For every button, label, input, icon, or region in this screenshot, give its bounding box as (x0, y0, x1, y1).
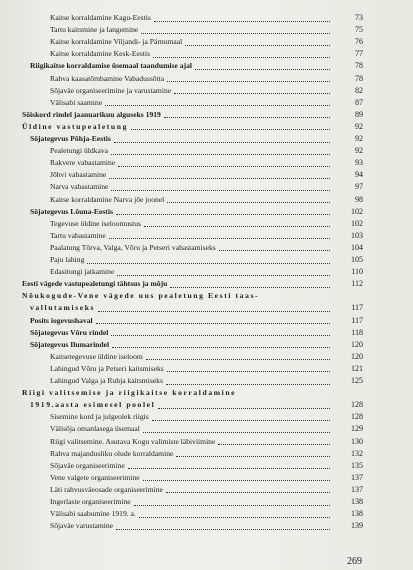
toc-entry (0, 412, 413, 422)
toc-entry-page: 117 (351, 315, 363, 325)
dot-leader (111, 335, 330, 336)
toc-entry (0, 340, 413, 350)
toc-entry-title: Kaitse korraldamine Kesk-Eestis (50, 49, 150, 59)
toc-entry-page: 94 (355, 170, 363, 180)
toc-entry (0, 243, 413, 253)
toc-entry-title: Lahingud Võru ja Petseri kaitsmiseks (50, 363, 164, 373)
toc-entry (0, 509, 413, 519)
toc-entry (0, 37, 413, 47)
dot-leader (174, 93, 330, 94)
dot-leader (109, 238, 330, 239)
toc-entry-title: Sisemine kord ja julgeolek riigis (50, 412, 149, 422)
toc-entry-page: 137 (351, 472, 363, 482)
toc-entry-title: Narva vabastamine (50, 182, 109, 192)
toc-entry-page: 97 (355, 182, 363, 192)
toc-entry-title: Sõiskord rindel jaanuarikuu alguseks 1919 (22, 109, 161, 119)
toc-entry (0, 485, 413, 495)
toc-entry-page: 135 (351, 460, 363, 470)
toc-entry-page: 92 (355, 134, 363, 143)
toc-entry-title: Kaitsetegevuse üldine iseloom (50, 351, 143, 361)
toc-entry-page: 87 (355, 97, 363, 107)
dot-leader (112, 347, 330, 348)
toc-entry-title: Sõjaväe varustamine (50, 521, 114, 531)
toc-entry-title: Lahingud Valga ja Ruhja kaitsmiseks (50, 376, 163, 385)
dot-leader (167, 202, 330, 203)
toc-entry-title: Riigi valitsemine. Asutava Kogu valimiste läbiviimine (50, 436, 216, 446)
toc-entry (0, 110, 413, 120)
page-number: 269 (347, 556, 362, 567)
toc-entry-page: 120 (351, 351, 363, 361)
toc-entry-title: Vene valgete organiseerimine (50, 472, 140, 482)
toc-entry-title: Rahva majandusliku olude korraldamine (50, 448, 174, 458)
toc-entry-title: Kaitse korraldamine Viljandi- ja Pärnumaal (50, 37, 183, 47)
toc-entry (0, 255, 413, 265)
toc-entry-page: 138 (351, 497, 363, 506)
toc-entry (0, 376, 413, 386)
toc-entry-page: 98 (355, 194, 363, 204)
toc-entry-page: 92 (355, 121, 363, 131)
toc-entry-title: Sõjaväe organiseerimine ja varustamine (50, 85, 172, 95)
dot-leader (128, 468, 330, 469)
dot-leader (117, 275, 330, 276)
toc-entry-title: Tegevuse üldine iseloomustus (50, 218, 142, 228)
dot-leader (176, 456, 330, 457)
toc-entry-title: Läti rahvusväeosade organiseerimine (50, 484, 163, 494)
toc-entry-page: 75 (355, 25, 363, 35)
toc-entry (0, 134, 413, 144)
toc-entry (0, 521, 413, 531)
dot-leader (158, 408, 330, 409)
toc-entry-title: Kaitse korraldamine Narva jõe joonel (50, 194, 165, 204)
toc-entry-page: 139 (351, 521, 363, 531)
toc-entry-title: Sõjategevus Lõuna-Eestis (30, 206, 113, 216)
dot-leader (219, 250, 330, 251)
toc-entry-page: 89 (355, 109, 363, 119)
dot-leader (144, 226, 330, 227)
toc-entry-title: Välisabi saamine (50, 97, 103, 107)
dot-leader (146, 359, 330, 360)
dot-leader (166, 384, 330, 385)
dot-leader (167, 371, 330, 372)
toc-entry-page: 121 (351, 363, 363, 373)
dot-leader (139, 517, 330, 518)
toc-entry-title: Välisabi saabumine 1919. a. (50, 509, 136, 519)
toc-entry (0, 61, 413, 71)
dot-leader (166, 492, 330, 493)
toc-entry-page: 112 (351, 279, 363, 289)
toc-entry (0, 497, 413, 507)
dot-leader (116, 529, 330, 530)
dot-leader (195, 69, 330, 70)
toc-entry-title: Paju lahing (50, 255, 85, 264)
dot-leader (111, 190, 330, 191)
dot-leader (218, 444, 330, 445)
toc-entry-title: Nõukogude-Vene vägede uus pealetung Eesti taas- (22, 291, 260, 301)
toc-entry (0, 25, 413, 35)
toc-entry-title: Pealetungi üldkava (50, 146, 108, 156)
toc-entry (0, 449, 413, 459)
toc-entry-title: Kaitse korraldamine Kagu-Eestis (50, 13, 151, 22)
toc-entry-title: vallutamiseks (30, 303, 96, 313)
toc-entry-title: Ingerlaste organiseerimine (50, 497, 131, 506)
dot-leader (167, 81, 330, 82)
toc-entry-page: 110 (351, 267, 363, 277)
toc-entry-page: 78 (355, 73, 363, 83)
toc-entry-title: Sõjategevus Ilumarindel (30, 339, 110, 349)
toc-entry-page: 73 (355, 13, 363, 22)
toc-entry-page: 102 (351, 218, 363, 228)
toc-entry-page: 129 (351, 424, 363, 434)
toc-entry-page: 130 (351, 436, 363, 446)
toc-entry (0, 364, 413, 374)
toc-entry-title: Jõhvi vabastamine (50, 170, 107, 180)
toc-entry-page: 76 (355, 37, 363, 47)
toc-entry-page: 128 (351, 412, 363, 422)
toc-entry (0, 74, 413, 84)
toc-entry-title: Välisõja omanlasega üsemaal (50, 424, 140, 434)
toc-entry-page: 128 (351, 400, 363, 410)
toc-entry (0, 267, 413, 277)
toc-entry (0, 303, 413, 313)
dot-leader (152, 420, 330, 421)
toc-entry (0, 49, 413, 59)
toc-entry (0, 231, 413, 241)
dot-leader (118, 166, 330, 167)
toc-entry (0, 328, 413, 338)
toc-entry (0, 279, 413, 289)
toc-entry-page: 117 (351, 303, 363, 313)
toc-entry-page: 132 (351, 448, 363, 458)
toc-entry-page: 118 (351, 327, 363, 337)
toc-entry-title: Paalatung Tõrva, Valga, Võru ja Petseri vabastamiseks (50, 242, 216, 252)
toc-entry (0, 437, 413, 447)
toc-entry (0, 146, 413, 156)
toc-entry (0, 424, 413, 434)
toc-entry-title: Eesti vägede vastupealetungi tähtsus ja mõju (22, 279, 168, 289)
dot-leader (143, 432, 330, 433)
toc-entry-page: 77 (355, 49, 363, 59)
dot-leader (143, 480, 330, 481)
toc-entry-page: 102 (351, 206, 363, 216)
toc-entry-page: 137 (351, 484, 363, 494)
toc-entry-title: Üldine vastupealetung (22, 121, 128, 131)
toc-entry (0, 219, 413, 229)
dot-leader (154, 21, 330, 22)
toc-entry (0, 13, 413, 23)
dot-leader (87, 263, 330, 264)
toc-entry (0, 352, 413, 362)
toc-entry-title: Rakvere vabastamine (50, 158, 116, 168)
toc-entry (0, 98, 413, 108)
toc-entry-page: 93 (355, 158, 363, 168)
toc-entry-title: Sõjategevus Võru rindel (30, 327, 109, 337)
toc-entry (0, 461, 413, 471)
dot-leader (105, 105, 330, 106)
toc-entry (0, 207, 413, 217)
dot-leader (134, 505, 330, 506)
dot-leader (109, 178, 330, 179)
toc-entry (0, 316, 413, 326)
toc-entry (0, 400, 413, 410)
dot-leader (141, 33, 330, 34)
toc-entry-page: 104 (351, 242, 363, 252)
toc-entry (0, 170, 413, 180)
toc-entry-title: Riigikaitse korraldamise üsemaal taandumise ajal (30, 61, 193, 71)
dot-leader (111, 154, 330, 155)
toc-entry (0, 473, 413, 483)
toc-entry-title: 1919.aasta esimesel poolel (30, 400, 156, 410)
toc-entry-page: 78 (355, 61, 363, 71)
dot-leader (170, 287, 330, 288)
toc-entry-title: Riigi valitsemise ja riigikaitse korraldamine (22, 388, 237, 398)
dot-leader (131, 129, 330, 130)
toc-entry (0, 86, 413, 96)
toc-entry-title: Tartu vabastamine (50, 230, 106, 240)
toc-entry (0, 291, 413, 301)
toc-entry-title: Tartu kaitsmine ja langemine (50, 25, 139, 35)
toc-entry-title: Posits iogevushaval (30, 315, 93, 325)
toc-entry-title: Rahva kaasatõmbamine Vabadussõtta (50, 73, 165, 83)
toc-entry-page: 138 (351, 509, 363, 519)
toc-entry (0, 388, 413, 398)
dot-leader (164, 117, 330, 118)
toc-entry (0, 122, 413, 132)
toc-entry-title: Sõjaväe organiseerimine (50, 460, 125, 470)
toc-entry-page: 103 (351, 230, 363, 240)
dot-leader (185, 45, 330, 46)
toc-entry-page: 82 (355, 85, 363, 95)
toc-entry-title: Sõjategevus Põhja-Eestis (30, 134, 111, 143)
toc-entry (0, 195, 413, 205)
dot-leader (114, 142, 330, 143)
dot-leader (153, 57, 330, 58)
toc-entry (0, 182, 413, 192)
toc-entry-page: 105 (351, 255, 363, 264)
toc-entry (0, 158, 413, 168)
toc-entry-page: 125 (351, 376, 363, 385)
dot-leader (116, 214, 330, 215)
dot-leader (98, 311, 330, 312)
dot-leader (96, 323, 330, 324)
toc-entry-page: 92 (355, 146, 363, 156)
toc-entry-page: 120 (351, 339, 363, 349)
toc-entry-title: Edasitungi jatkamine (50, 267, 115, 277)
